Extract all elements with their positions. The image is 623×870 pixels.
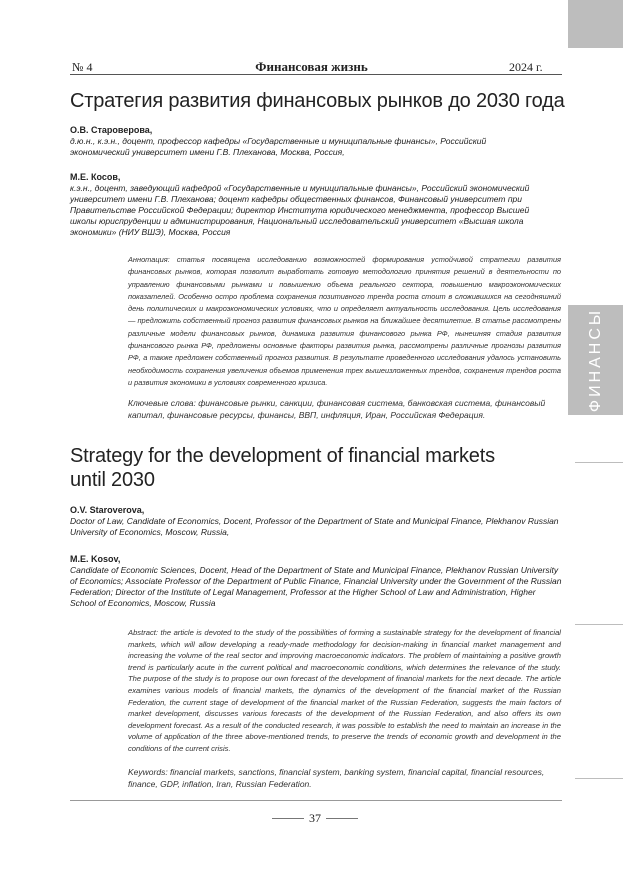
page-number: 37 [309, 811, 321, 825]
ru-author1-affil: д.ю.н., к.э.н., доцент, профессор кафедры «Государственные и муниципальные финансы», Российский экономический университет имени Г.В. Плеханова, Москва, Россия, [70, 136, 487, 157]
year: 2024 г. [509, 60, 543, 74]
page-number-rule-right [326, 818, 358, 819]
journal-name: Финансовая жизнь [255, 59, 368, 74]
en-title: Strategy for the development of financial markets until 2030 [70, 445, 495, 491]
en-keywords: Keywords: financial markets, sanctions, financial system, banking system, financial capital, financial resources, finance, GDP, inflation, Iran, Russian Federation. [128, 767, 545, 789]
sidebar-tab-top [568, 0, 623, 48]
en-author1-name: O.V. Staroverova, [70, 505, 145, 515]
en-author1-affil: Doctor of Law, Candidate of Economics, Docent, Professor of the Department of State and Municipal Finance, Plekhanov Russian University of Economics, Moscow, Russia, [70, 516, 559, 537]
ru-abstract: Аннотация: статья посвящена исследованию возможностей формирования устойчивой стратегии развития финансовых рынков, которая позволит выработать готовую методологию принятия решений в деятельности по управлению финансовыми рынками и повышению объема реального сектора, повышению макроэкономических показателей. Особенно остро проблема сохранения позитивного тренда роста стоит в сложившихся на сегодняшний день политических и макроэкономических условиях, что и определяет актуальность исследования. Цель исследования — предложить собственный прогноз развития финансовых рынков на ближайшее десятилетие. В статье рассмотрены различные модели финансовых рынков, динамика развития финансового рынка РФ, нынешняя стадия развития финансового рынка РФ, предложены основные факторы развития рынка, рассмотрены различные прогнозы развития РФ, а также предложен собственный прогноз развития. В результате проведенного исследования удалось установить необходимость сохранения увеличения объемов применения трех вышеизложенных трендов, сохранения трендов роста и развития экономики в условиях современного кризиса. [128, 255, 561, 387]
sidebar-divider [575, 462, 623, 463]
sidebar-section-label: ФИНАНСЫ [586, 307, 604, 413]
ru-title: Стратегия развития финансовых рынков до 2030 года [70, 90, 565, 112]
ru-author2-name: М.Е. Косов, [70, 172, 121, 182]
header-rule [70, 74, 562, 75]
en-author2-name: M.E. Kosov, [70, 554, 121, 564]
ru-author1-name: О.В. Староверова, [70, 125, 153, 135]
en-author2-affil: Candidate of Economic Sciences, Docent, Head of the Department of State and Municipal Finance, Plekhanov Russian University of Economics; Associate Professor of the Department of Public Finance, Financial University under the Government of the Russian Federation; Director of the Institute of Legal Management, Professor at the Higher School of Law and Administration, Higher School of Economics, Moscow, Russia [70, 565, 562, 608]
ru-keywords: Ключевые слова: финансовые рынки, санкции, финансовая система, банковская система, финансовый капитал, финансовые ресурсы, финансы, ВВП, инфляция, Иран, Российская Федерация. [128, 398, 546, 420]
footer-rule [70, 800, 562, 801]
sidebar-divider [575, 624, 623, 625]
en-abstract: Abstract: the article is devoted to the study of the possibilities of forming a sustainable strategy for the development of financial markets, which will allow developing a ready-made methodology for decision-making in financial market management and increasing the volume of the real sector and improving macroeconomic indicators. The problem of maintaining a positive growth trend is particularly acute in the current political and macroeconomic conditions, which determines the relevance of the study. The purpose of the study is to propose our own forecast of the development of financial markets for the next decade. The article examines various models of financial markets, the dynamics of the development of the financial market of the Russian Federation, the current stage of development of the financial market of the Russian Federation, suggests the main factors of market development, discusses various forecasts of the development of the Russian Federation, and also offers its own development forecast. As a result of the conducted research, it was possible to establish the need to maintain an increase in the volume of application of the three above-mentioned trends, to preserve the trends of economic growth and development in the conditions of the current crisis. [128, 628, 561, 753]
ru-author2-affil: к.э.н., доцент, заведующий кафедрой «Государственные и муниципальные финансы», Российский экономический университет имени Г.В. Плеханова; доцент кафедры общественных финансов, Финансовый университет при Правительстве Российской Федерации; директор Института юридического менеджмента, профессор Высшей школы юриспруденции и администрирования, Национальный исследовательский университет «Высшая школа экономики» (НИУ ВШЭ), Москва, Россия [70, 183, 530, 237]
sidebar-divider [575, 778, 623, 779]
issue-number: № 4 [72, 60, 93, 74]
